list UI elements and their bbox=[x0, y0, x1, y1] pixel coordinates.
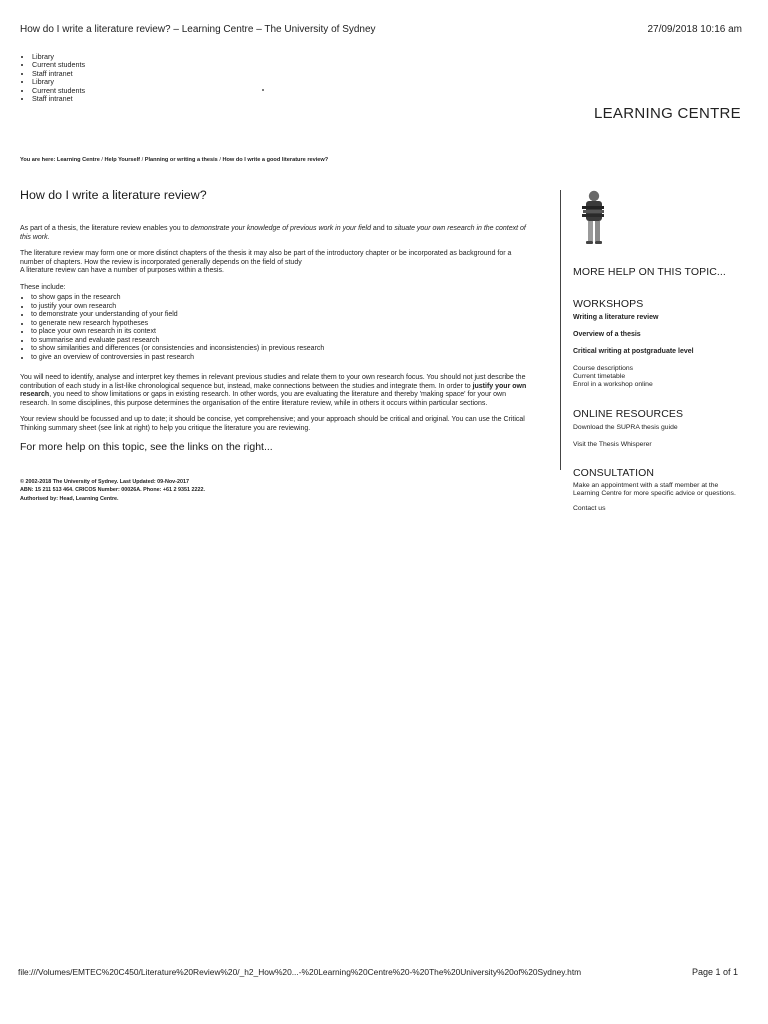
page-footer bbox=[20, 478, 530, 504]
print-header-datetime: 27/09/2018 10:16 am bbox=[647, 24, 742, 35]
breadcrumb-item[interactable]: Planning or writing a thesis bbox=[144, 157, 218, 163]
breadcrumb bbox=[20, 157, 328, 163]
workshop-link-thesis-overview[interactable]: Overview of a thesis bbox=[573, 331, 641, 338]
intro-text: and to bbox=[370, 225, 395, 232]
purposes-list bbox=[20, 294, 530, 362]
print-footer-url: file:///Volumes/EMTEC%20C450/Literature%20Review%20/_h2_How%20...-%20Learning%20Centre%20-%20The%20University%20of%20Sydney.htm bbox=[18, 967, 582, 977]
structure-paragraph bbox=[20, 250, 530, 276]
top-link-current-students[interactable]: • Current students bbox=[32, 61, 85, 69]
footer-authorised: Authorised by: Head, Learning Centre. bbox=[20, 495, 119, 502]
print-footer-page: Page 1 of 1 bbox=[691, 967, 738, 977]
top-link-staff-intranet[interactable]: • Staff intranet bbox=[32, 70, 85, 78]
sidebar bbox=[573, 190, 753, 514]
page-title: How do I write a literature review? bbox=[20, 188, 207, 202]
workshop-enrol-link[interactable]: Enrol in a workshop online bbox=[573, 381, 653, 389]
print-header-title: How do I write a literature review? – Learning Centre – The University of Sydney bbox=[20, 24, 376, 35]
sidebar-divider bbox=[560, 190, 561, 470]
list-item: • to show similarities and differences (or consistencies and inconsistencies) in previous research bbox=[31, 345, 530, 354]
top-link-staff-intranet-2[interactable]: • Staff intranet bbox=[32, 95, 85, 103]
list-item: • to show gaps in the research bbox=[31, 294, 530, 303]
online-resources-heading: ONLINE RESOURCES bbox=[573, 407, 684, 420]
list-item: • to demonstrate your understanding of your field bbox=[31, 311, 530, 320]
intro-paragraph bbox=[20, 225, 530, 242]
analysis-bold: justify your own research bbox=[20, 382, 527, 398]
breadcrumb-prefix: You are here: bbox=[20, 157, 56, 163]
supra-guide-link[interactable]: Download the SUPRA thesis guide bbox=[573, 423, 678, 431]
workshop-link-critical-writing[interactable]: Critical writing at postgraduate level bbox=[573, 348, 694, 355]
structure-text: The literature review may form one or more distinct chapters of the thesis it may also be part of the introductory chapter or be incorporated as background for a number of chapters. How the review is incorporated generally depends on the field of study bbox=[20, 250, 512, 266]
list-item: • to justify your own research bbox=[31, 303, 530, 312]
print-speck bbox=[262, 89, 264, 91]
consultation-text: Make an appointment with a staff member at the Learning Centre for more specific advice or questions. bbox=[573, 482, 736, 498]
list-item: • to summarise and evaluate past research bbox=[31, 337, 530, 346]
workshop-timetable-link[interactable]: Current timetable bbox=[573, 373, 626, 381]
top-links bbox=[20, 53, 85, 103]
workshops-heading: WORKSHOPS bbox=[573, 298, 644, 310]
main-content bbox=[20, 225, 530, 503]
intro-text: As part of a thesis, the literature review enables you to bbox=[20, 225, 191, 232]
footer-copyright: © 2002-2018 The University of Sydney. Last Updated: 09-Nov-2017 bbox=[20, 478, 189, 485]
footer-abn: ABN: 15 211 513 464. CRICOS Number: 00026A. Phone: +61 2 9351 2222. bbox=[20, 487, 206, 494]
intro-emphasis: situate your own research in the context of this work. bbox=[20, 225, 526, 241]
top-link-current-students-2[interactable]: • Current students bbox=[32, 87, 85, 95]
purposes-label: These include: bbox=[20, 283, 66, 291]
list-item: • to place your own research in its context bbox=[31, 328, 530, 337]
list-item: • to give an overview of controversies in past research bbox=[31, 354, 530, 363]
workshop-course-descriptions-link[interactable]: Course descriptions bbox=[573, 365, 634, 372]
review-paragraph: Your review should be focussed and up to date; it should be concise, yet comprehensive; and your approach should be critical and original. You can use the Critical Thinking summary sheet (see link at right) to help you critique the literature you are reviewing. bbox=[20, 416, 525, 432]
analysis-paragraph bbox=[20, 374, 530, 408]
analysis-text: , you need to show limitations or gaps in existing research. In other words, you are evaluating the literature and thereby 'making space' for your own research. In some disciplines, this purpose determines the organisation of the entire literature review, while in others it occurs within particular sections. bbox=[20, 391, 506, 407]
intro-emphasis: demonstrate your knowledge of previous work in your field bbox=[190, 225, 371, 232]
consultation-heading: CONSULTATION bbox=[573, 467, 655, 480]
top-link-library[interactable]: • Library bbox=[32, 53, 85, 61]
contact-us-link[interactable]: Contact us bbox=[573, 505, 606, 513]
student-figure-image bbox=[577, 190, 609, 248]
breadcrumb-separator: / bbox=[219, 157, 221, 163]
breadcrumb-item[interactable]: Help Yourself bbox=[104, 157, 141, 163]
site-name[interactable]: LEARNING CENTRE bbox=[593, 105, 741, 122]
more-help-heading: MORE HELP ON THIS TOPIC... bbox=[573, 266, 726, 278]
student-figure-icon bbox=[577, 190, 609, 248]
breadcrumb-item[interactable]: Learning Centre bbox=[56, 157, 100, 163]
purposes-intro: A literature review can have a number of purposes within a thesis. bbox=[20, 267, 224, 274]
breadcrumb-separator: / bbox=[101, 157, 103, 163]
breadcrumb-separator: / bbox=[141, 157, 144, 163]
workshop-link-literature-review[interactable]: Writing a literature review bbox=[573, 314, 659, 321]
analysis-text: You will need to identify, analyse and interpret key themes in relevant previous studies and relate them to your own research focus. You should not just describe the contribution of each study in a list-like chronological sequence but, instead, make connections between the studies and integrate them. In order to bbox=[20, 374, 526, 390]
thesis-whisperer-link[interactable]: Visit the Thesis Whisperer bbox=[573, 440, 652, 448]
more-help-note: For more help on this topic, see the links on the right... bbox=[20, 441, 273, 453]
top-link-library-2[interactable]: • Library bbox=[32, 78, 85, 86]
list-item: • to generate new research hypotheses bbox=[31, 320, 530, 329]
breadcrumb-current: How do I write a good literature review? bbox=[222, 157, 329, 163]
